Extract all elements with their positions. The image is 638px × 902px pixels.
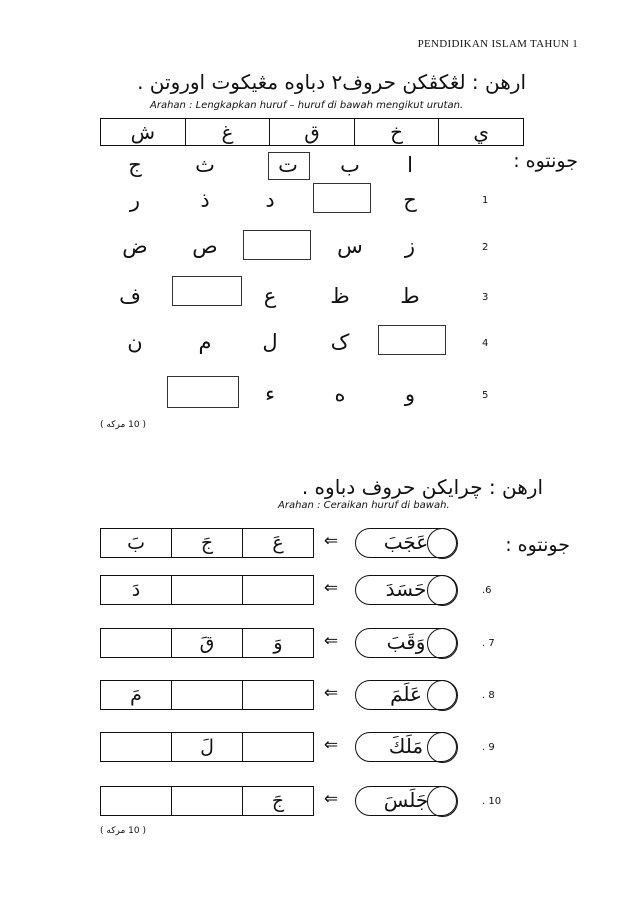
example-split-boxes	[100, 528, 314, 558]
split-boxes	[100, 575, 314, 605]
answer-box[interactable]	[172, 276, 242, 306]
section1-instruction-jawi: ارهن : لڠکڤکن حروف٢ دباوه مڠيکوت اوروتن .	[137, 70, 526, 94]
example-letter: ا	[407, 153, 413, 177]
section2-marks: ( 10 مرکه )	[100, 826, 146, 836]
section1-example-label: جونتوه :	[513, 150, 578, 172]
sequence-letter: و	[404, 382, 416, 406]
answer-box[interactable]	[313, 183, 371, 213]
row-number: 5	[482, 390, 489, 401]
section1-marks: ( 10 مرکه )	[100, 420, 146, 430]
split-cell[interactable]	[101, 787, 171, 815]
sequence-letter: ع	[263, 284, 277, 308]
split-cell[interactable]: مَ	[130, 684, 142, 706]
example-letter: ت	[278, 153, 298, 177]
split-cell[interactable]	[101, 733, 171, 761]
page-header: PENDIDIKAN ISLAM TAHUN 1	[417, 38, 578, 50]
sequence-letter: ز	[404, 234, 416, 258]
letter-bank-cell: ق	[269, 119, 354, 145]
split-cell[interactable]	[242, 576, 313, 604]
split-cell: عَ	[242, 529, 313, 557]
split-cell[interactable]	[242, 733, 313, 761]
example-word-pill	[355, 528, 457, 558]
row-number: 3	[482, 292, 489, 303]
sequence-letter: ض	[122, 234, 148, 258]
word: حَسَدَ	[385, 577, 427, 601]
section1-instruction-rumi: Arahan : Lengkapkan huruf – huruf di bawah mengikut urutan.	[150, 100, 464, 111]
section2-instruction-rumi: Arahan : Ceraikan huruf di bawah.	[278, 500, 450, 511]
split-boxes	[100, 732, 314, 762]
answer-box[interactable]	[243, 230, 311, 260]
sequence-letter: ظ	[330, 284, 350, 308]
split-cell[interactable]	[171, 681, 242, 709]
answer-box[interactable]	[378, 325, 446, 355]
row-number: . 8	[482, 690, 495, 701]
word-pill	[355, 680, 457, 710]
split-cell[interactable]: لَ	[171, 733, 242, 761]
arrow-left-icon: ⇐	[323, 735, 339, 755]
split-cell[interactable]: جَ	[242, 787, 313, 815]
letter-bank-cell: خ	[354, 119, 439, 145]
word-pill	[355, 575, 457, 605]
split-cell[interactable]	[171, 787, 242, 815]
row-number: . 7	[482, 638, 495, 649]
word: مَلَكَ	[388, 734, 424, 758]
row-number: . 9	[482, 742, 495, 753]
sequence-letter: ک	[330, 330, 350, 354]
word-pill	[355, 732, 457, 762]
sequence-letter: ر	[129, 188, 141, 212]
split-cell: بَ	[127, 532, 145, 554]
word-pill	[355, 786, 457, 816]
sequence-letter: ط	[400, 284, 420, 308]
section2-instruction-jawi: ارهن : چرايکن حروف دباوه .	[301, 475, 543, 499]
example-letter: ب	[340, 153, 360, 177]
sequence-letter: ل	[262, 330, 278, 354]
example-word: عَجَبَ	[383, 530, 429, 554]
arrow-left-icon: ⇐	[323, 789, 339, 809]
sequence-letter: ن	[127, 330, 143, 354]
sequence-letter: ذ	[200, 188, 210, 212]
row-number: 2	[482, 242, 489, 253]
letter-bank-cell: ش	[130, 120, 156, 144]
split-cell[interactable]: وَ	[242, 629, 313, 657]
split-boxes	[100, 786, 314, 816]
split-cell[interactable]	[101, 629, 171, 657]
letter-bank	[100, 118, 524, 146]
sequence-letter: د	[265, 188, 275, 212]
row-number: 1	[482, 195, 489, 206]
row-number: . 10	[482, 796, 502, 807]
sequence-letter: س	[337, 234, 363, 258]
answer-box[interactable]	[167, 376, 239, 408]
sequence-letter: م	[198, 330, 212, 354]
split-cell[interactable]	[242, 681, 313, 709]
sequence-letter: ء	[265, 382, 275, 406]
sequence-letter: ص	[192, 234, 218, 258]
split-cell[interactable]: قَ	[171, 629, 242, 657]
example-letter: ج	[128, 153, 142, 177]
arrow-left-icon: ⇐	[323, 631, 339, 651]
word: وَقَبَ	[386, 630, 426, 654]
sequence-letter: ف	[119, 284, 141, 308]
word: عَلَمَ	[390, 682, 422, 706]
row-number: .6	[482, 585, 492, 596]
arrow-left-icon: ⇐	[323, 683, 339, 703]
split-boxes	[100, 628, 314, 658]
arrow-left-icon: ⇐	[323, 531, 339, 551]
section2-example-label: جونتوه :	[505, 534, 570, 556]
word-pill	[355, 628, 457, 658]
split-boxes	[100, 680, 314, 710]
row-number: 4	[482, 338, 489, 349]
example-letter: ث	[195, 153, 215, 177]
split-cell: جَ	[171, 529, 242, 557]
sequence-letter: ه	[334, 382, 346, 406]
word: جَلَسَ	[383, 788, 429, 812]
split-cell[interactable]	[171, 576, 242, 604]
letter-bank-cell: غ	[185, 119, 270, 145]
arrow-left-icon: ⇐	[323, 578, 339, 598]
letter-bank-cell: ي	[438, 119, 523, 145]
split-cell[interactable]: دَ	[131, 579, 141, 601]
sequence-letter: ح	[403, 188, 417, 212]
